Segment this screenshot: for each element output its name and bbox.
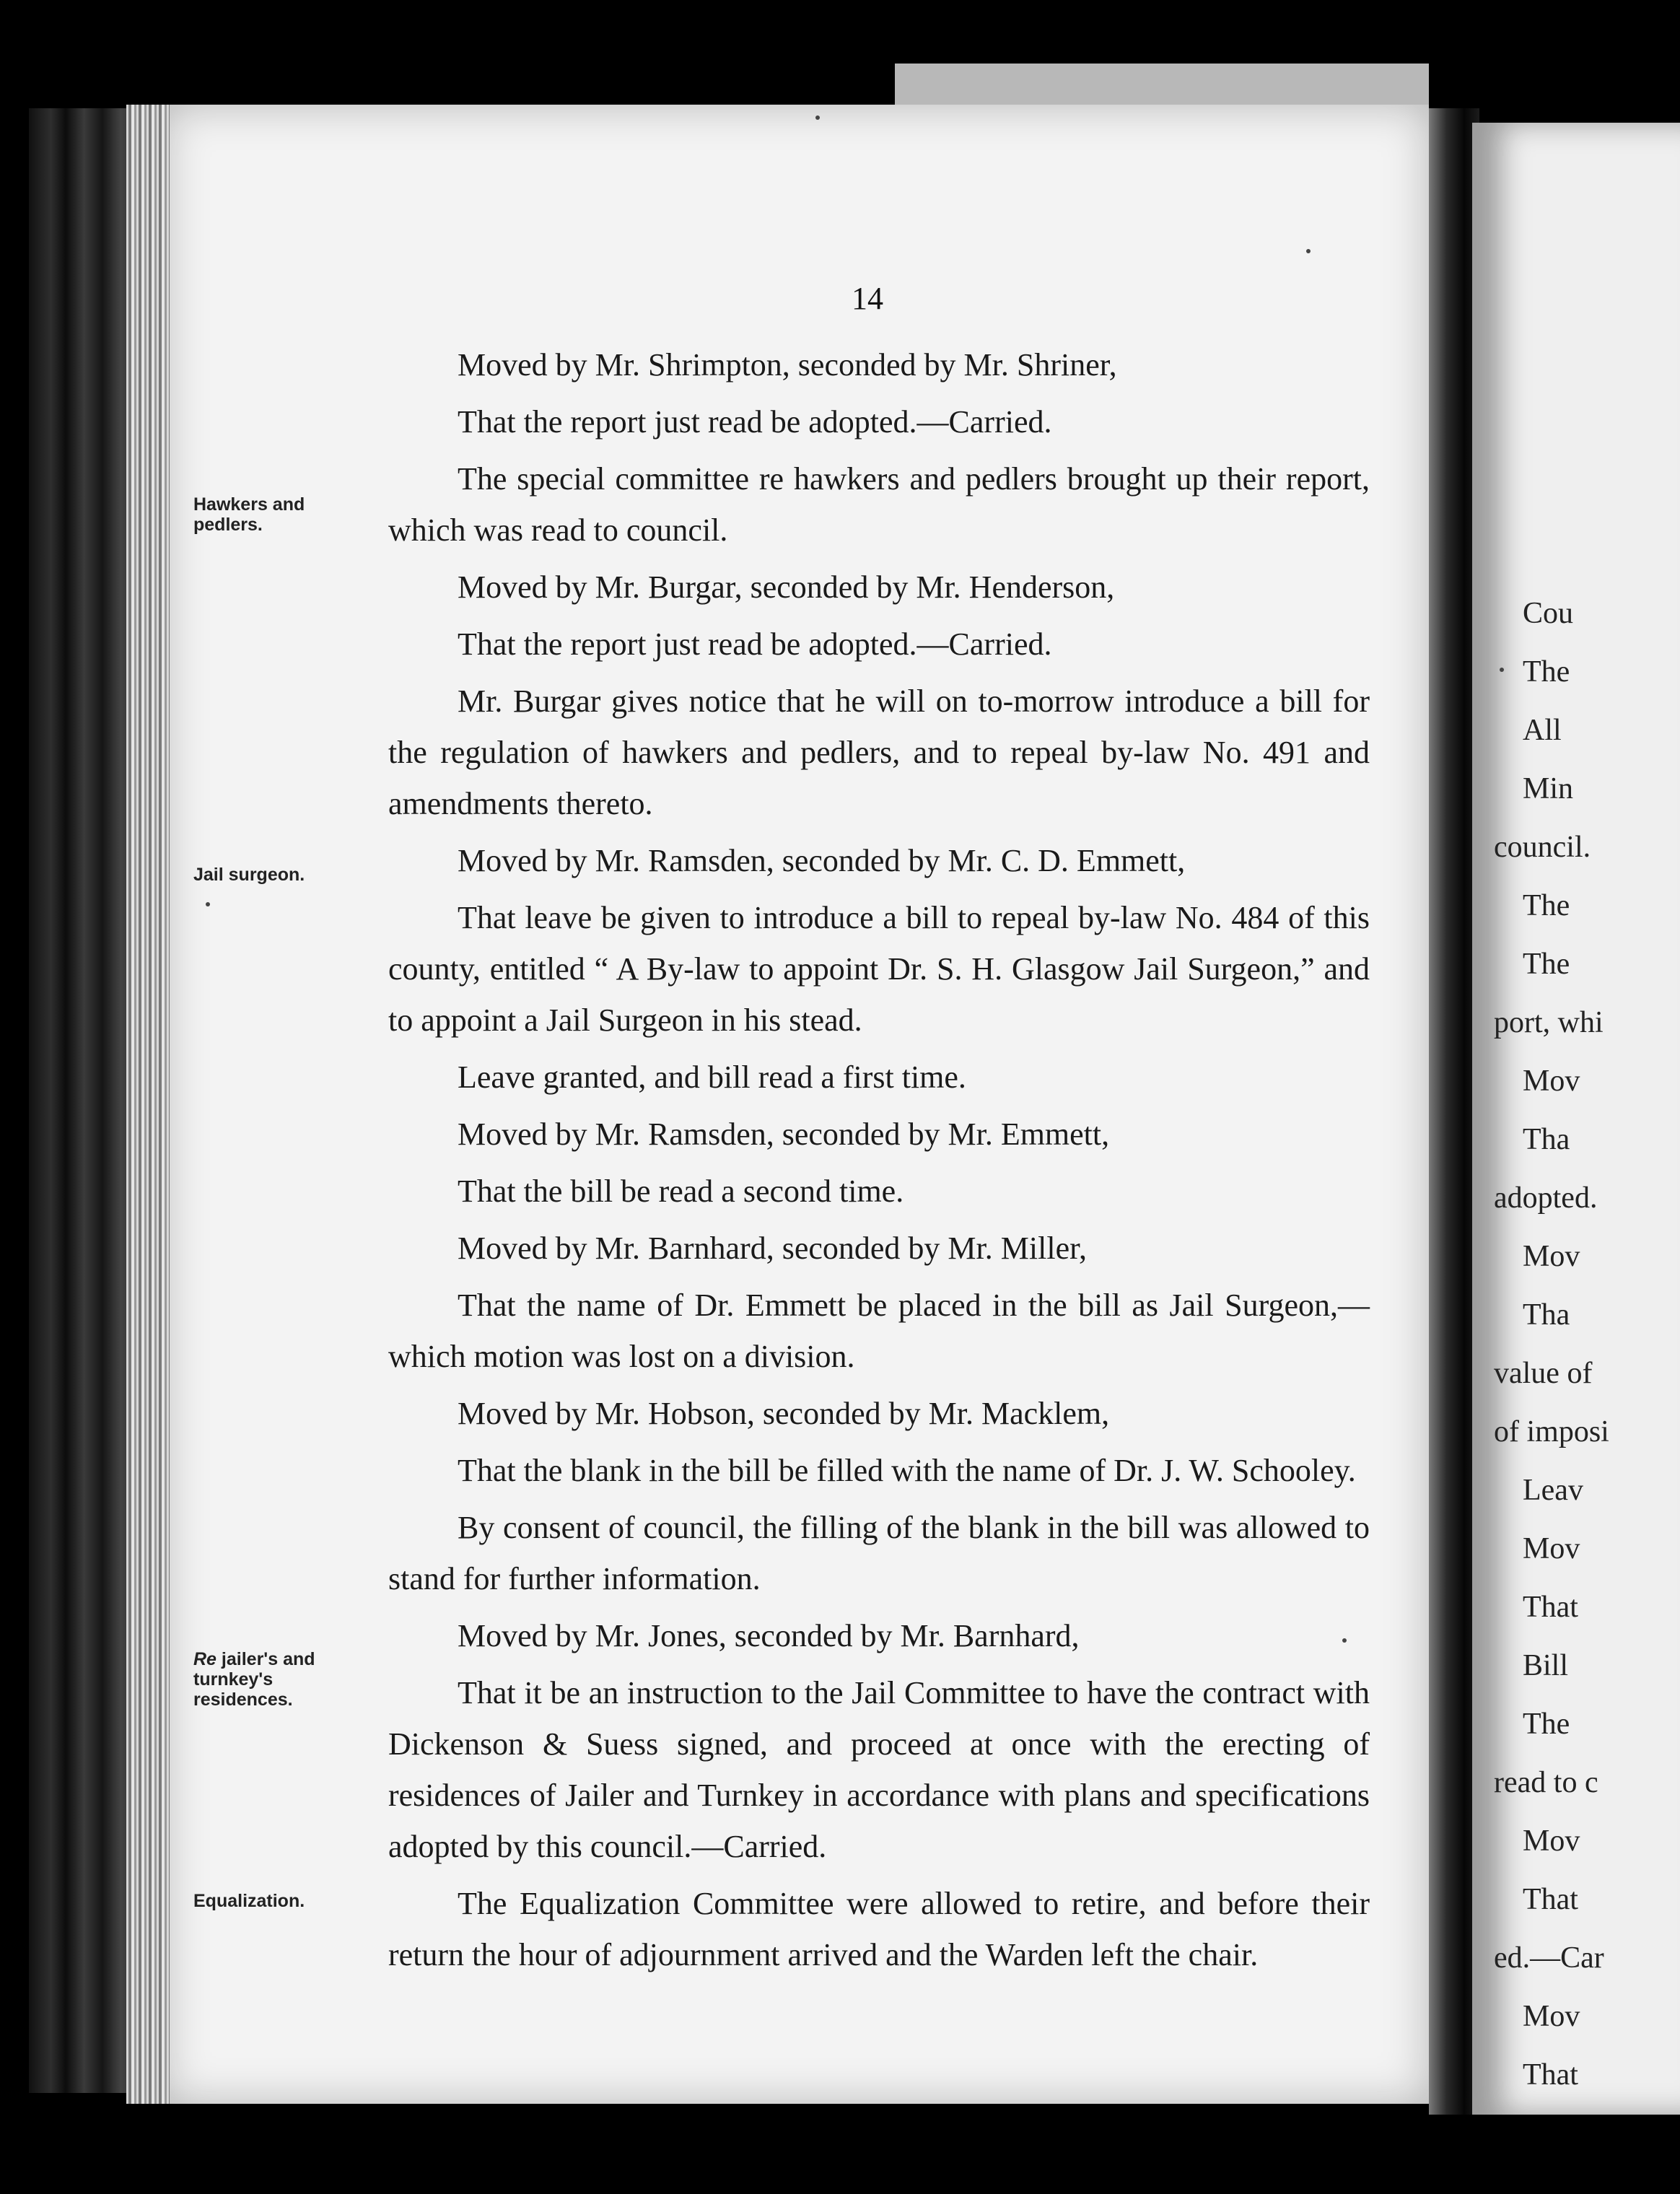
- right-line: ed.—Car: [1494, 1941, 1604, 1975]
- right-line: Mov: [1523, 2000, 1580, 2033]
- paragraph: Mr. Burgar gives notice that he will on to-morrow introduce a bill for the regulation of hawkers and pedlers, and to repeal by-law No. 491 and amendments thereto.: [388, 683, 1370, 821]
- right-line: Tha: [1523, 1123, 1570, 1156]
- ink-speck: [1500, 668, 1504, 672]
- right-line: That: [1523, 1591, 1578, 1624]
- right-line: The: [1523, 889, 1570, 922]
- paragraph: That it be an instruction to the Jail Committee to have the contract with Dickenson & Suess signed, and proceed at once with the erecting of residences of Jailer and Turnkey in accordance with plans and specifications adopted by this council.—Carried.: [388, 1675, 1370, 1864]
- right-line: adopted.: [1494, 1181, 1598, 1215]
- page-edges: [126, 105, 170, 2104]
- paragraph: That leave be given to introduce a bill to repeal by-law No. 484 of this county, entitled “ A By-law to appoint Dr. S. H. Glasgow Jail Surgeon,” and to appoint a Jail Surgeon in his stead.: [388, 900, 1370, 1038]
- right-line: The: [1523, 948, 1570, 981]
- margin-note-residences: [193, 1649, 374, 1710]
- paragraph: Moved by Mr. Ramsden, seconded by Mr. C. D. Emmett,: [458, 843, 1186, 878]
- right-line: Min: [1523, 772, 1574, 805]
- body-text: [388, 339, 1370, 1980]
- paragraph: Moved by Mr. Jones, seconded by Mr. Barnhard,: [458, 1618, 1080, 1653]
- margin-note-jail-surgeon: Jail surgeon.: [193, 865, 305, 885]
- right-line: value of: [1494, 1357, 1593, 1390]
- right-line: council.: [1494, 831, 1591, 864]
- right-line: The: [1523, 655, 1570, 689]
- paragraph: That the report just read be adopted.—Carried.: [458, 404, 1052, 440]
- paragraph: By consent of council, the filling of the blank in the bill was allowed to stand for further information.: [388, 1510, 1370, 1596]
- margin-note-equalization: Equalization.: [193, 1891, 305, 1911]
- paragraph: Moved by Mr. Burgar, seconded by Mr. Henderson,: [458, 569, 1115, 605]
- ink-speck: [815, 115, 820, 120]
- ink-speck: [206, 902, 210, 906]
- margin-note-jailers: jailer's and turnkey's residences.: [193, 1649, 315, 1710]
- paragraph: Moved by Mr. Barnhard, seconded by Mr. Miller,: [458, 1231, 1087, 1266]
- right-line: Mov: [1523, 1065, 1580, 1098]
- page-number: 14: [852, 281, 883, 316]
- right-page-text: [1494, 585, 1680, 2105]
- paragraph: That the blank in the bill be filled with the name of Dr. J. W. Schooley.: [458, 1453, 1356, 1488]
- right-line: That: [1523, 1883, 1578, 1916]
- paragraph: That the bill be read a second time.: [458, 1174, 904, 1209]
- right-line: of imposi: [1494, 1415, 1609, 1448]
- right-line: Tha: [1523, 1298, 1570, 1332]
- paragraph: Leave granted, and bill read a first time.: [458, 1059, 966, 1095]
- paragraph: Moved by Mr. Ramsden, seconded by Mr. Emmett,: [458, 1116, 1110, 1152]
- ink-speck: [1342, 1638, 1347, 1643]
- paragraph: The Equalization Committee were allowed to retire, and before their return the hour of adjournment arrived and the Warden left the chair.: [388, 1886, 1370, 1972]
- right-line: Leav: [1523, 1474, 1583, 1507]
- right-line: Mov: [1523, 1824, 1580, 1858]
- right-line: Mov: [1523, 1240, 1580, 1273]
- paragraph: That the report just read be adopted.—Carried.: [458, 626, 1052, 662]
- right-line: That: [1523, 2058, 1578, 2092]
- right-line: Bill: [1523, 1649, 1569, 1682]
- right-line: Cou: [1523, 597, 1574, 630]
- right-line: The: [1523, 1708, 1570, 1741]
- paragraph: Moved by Mr. Shrimpton, seconded by Mr. Shriner,: [458, 347, 1117, 383]
- paragraph: The special committee re hawkers and pedlers brought up their report, which was read to council.: [388, 461, 1370, 548]
- paragraph: That the name of Dr. Emmett be placed in the bill as Jail Surgeon,—which motion was lost on a division.: [388, 1288, 1370, 1374]
- margin-note-hawkers: Hawkers and pedlers.: [193, 494, 305, 535]
- paragraph: Moved by Mr. Hobson, seconded by Mr. Macklem,: [458, 1396, 1110, 1431]
- right-line: All: [1523, 714, 1562, 747]
- right-line: read to c: [1494, 1766, 1598, 1799]
- ink-speck: [1306, 249, 1311, 253]
- right-line: Mov: [1523, 1532, 1580, 1565]
- margin-note-re: Re: [193, 1649, 216, 1669]
- right-line: port, whi: [1494, 1006, 1604, 1039]
